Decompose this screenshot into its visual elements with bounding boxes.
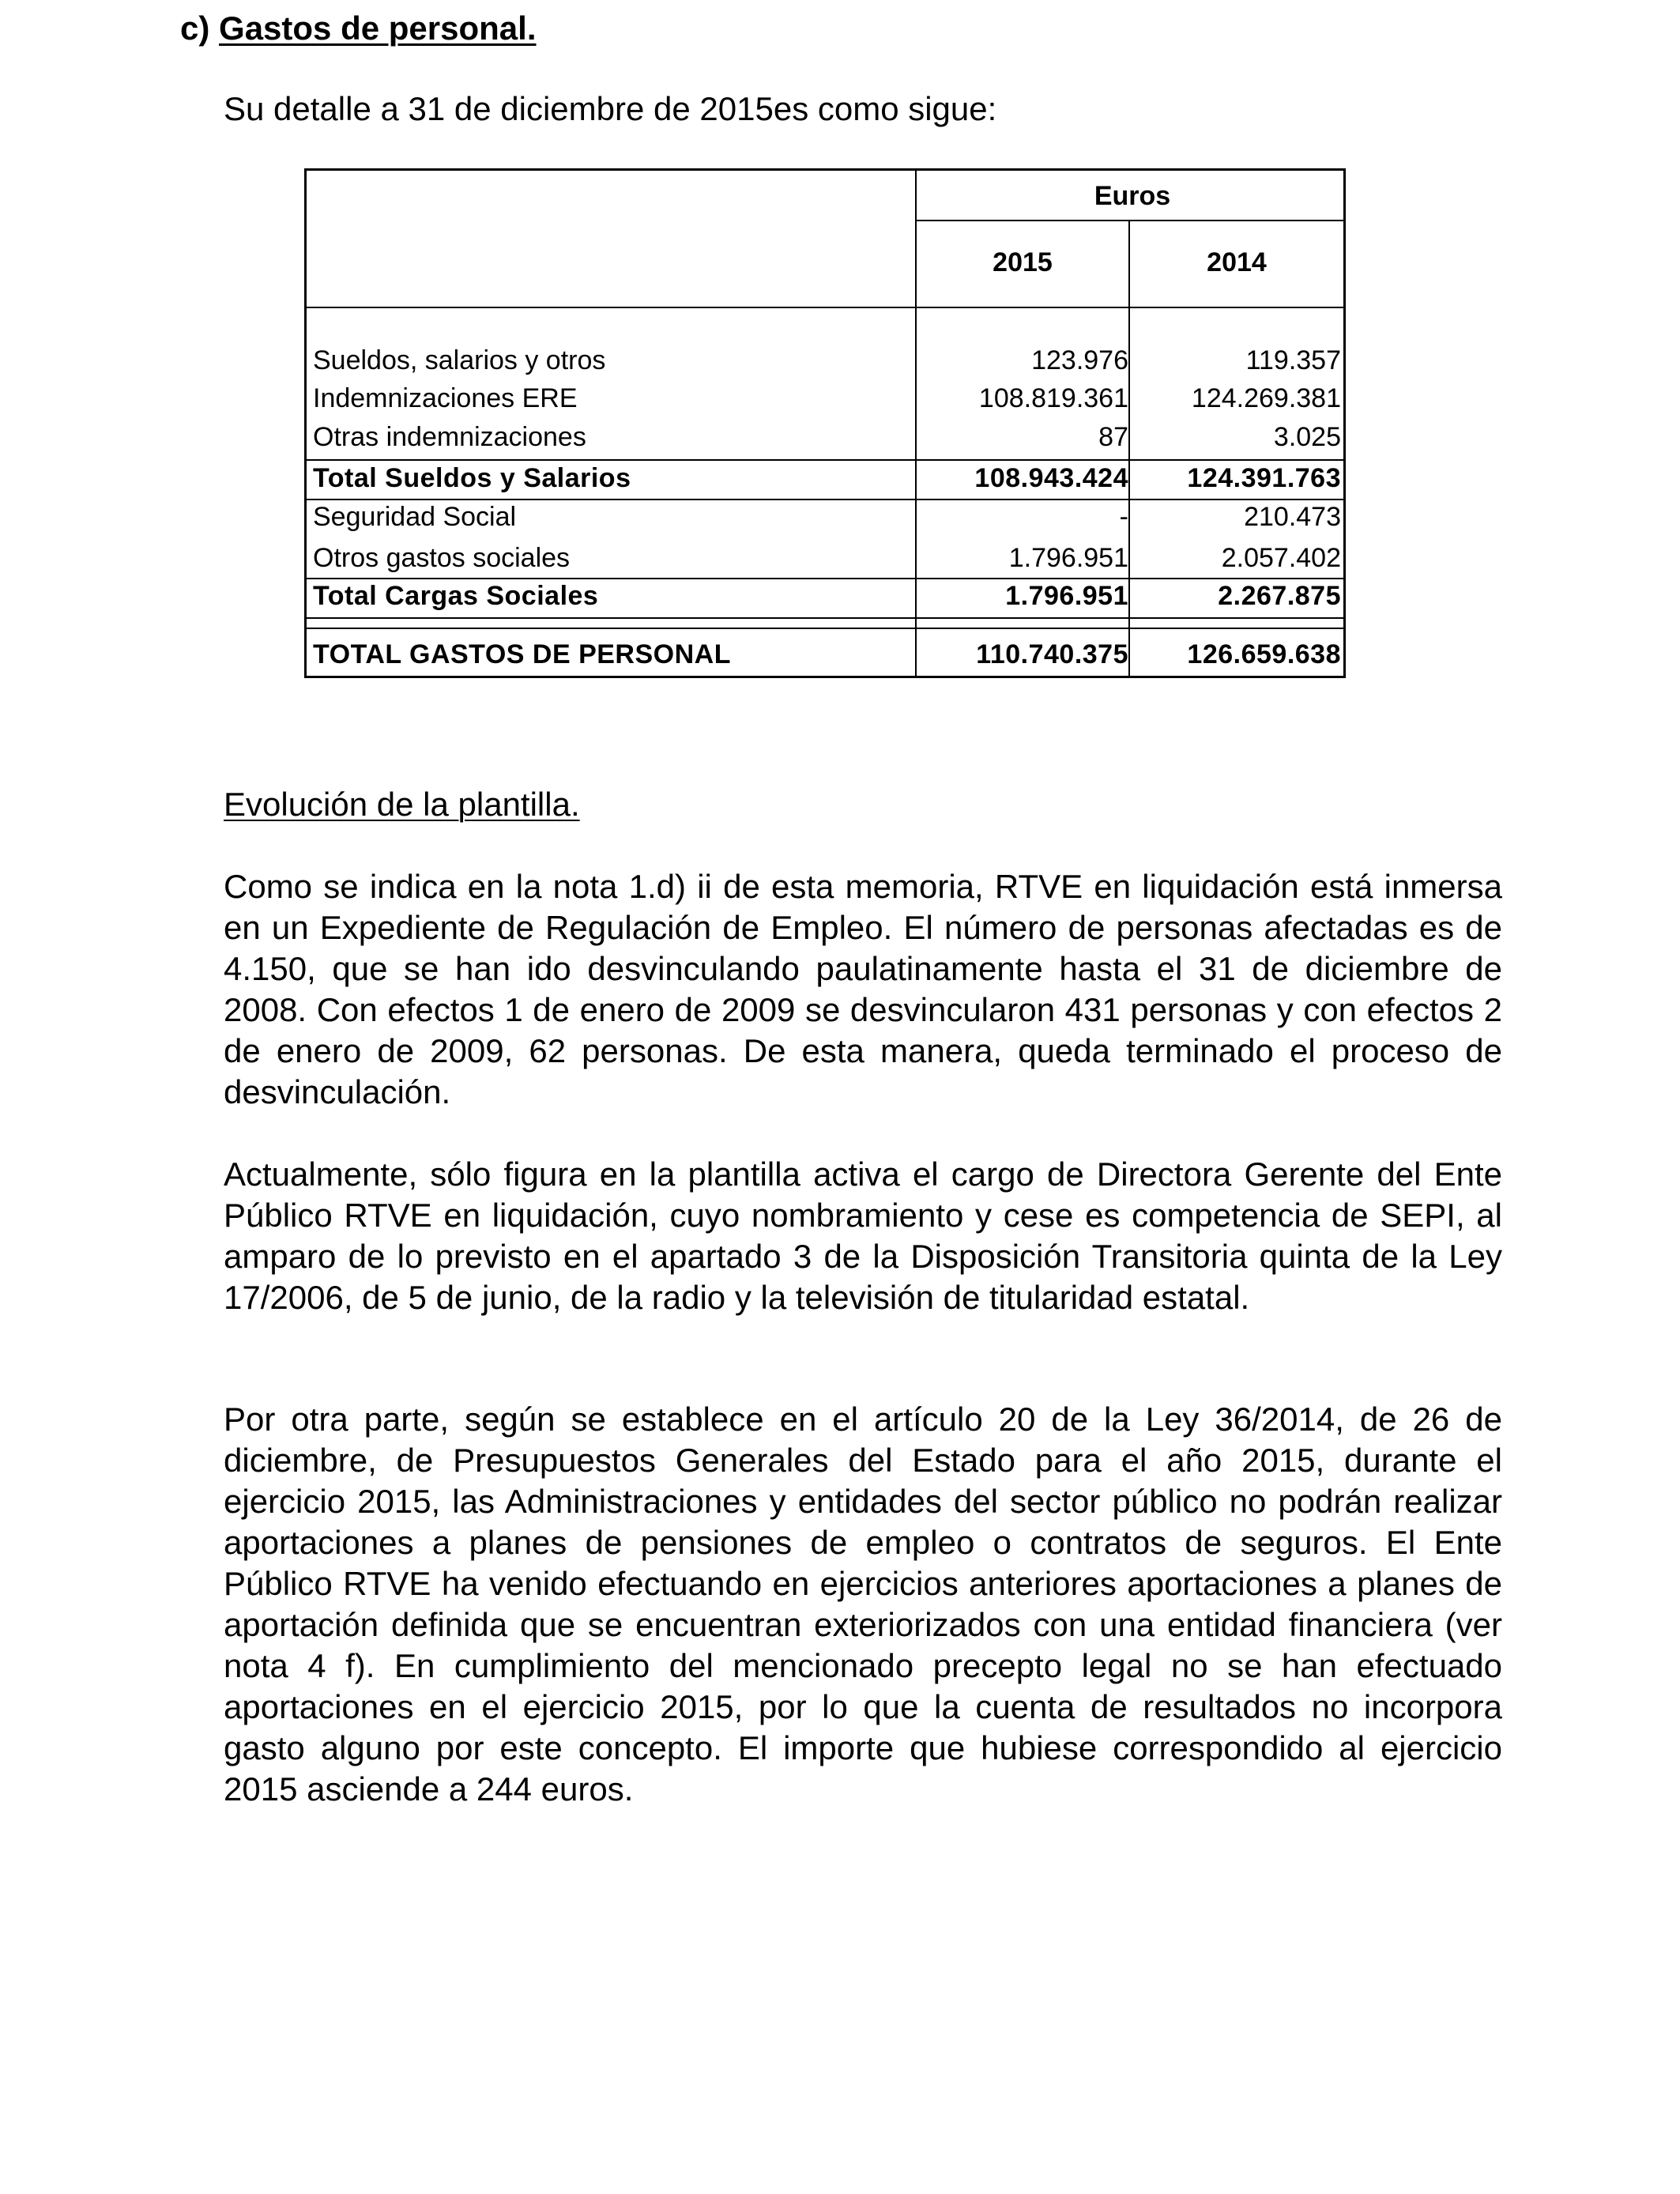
section-heading: [180, 8, 537, 49]
currency-header: Euros: [1094, 181, 1171, 211]
section-prefix: c): [180, 9, 210, 47]
row-label: Indemnizaciones ERE: [313, 383, 578, 413]
grand-total-2014: 126.659.638: [1187, 639, 1341, 669]
grand-total-label: TOTAL GASTOS DE PERSONAL: [313, 639, 731, 669]
row-label: Seguridad Social: [313, 502, 517, 532]
total-value-2014: 124.391.763: [1187, 463, 1341, 493]
row-label: Otras indemnizaciones: [313, 422, 586, 452]
row-label: Otros gastos sociales: [313, 543, 571, 573]
total-row-label: Total Sueldos y Salarios: [313, 463, 631, 493]
row-rule: [307, 628, 1343, 629]
header-divider: [915, 220, 1343, 221]
row-rule: [307, 578, 1343, 579]
paragraph-active-staff: Actualmente, sólo figura en la plantilla activa el cargo de Directora Gerente del Ente Público RTVE en liquidación, cuyo nombramiento y cese es competencia de SEPI, al amparo de lo previsto en el apartado 3 de la Disposición Transitoria quinta de la Ley 17/2006, de 5 de junio, de la radio y la televisión de titularidad estatal.: [224, 1155, 1502, 1316]
personnel-expenses-table: [304, 168, 1346, 678]
row-value-2014: 124.269.381: [1191, 383, 1341, 413]
row-value-2015: 87: [1098, 422, 1128, 452]
row-rule: [307, 617, 1343, 619]
row-value-2015: -: [1119, 502, 1128, 532]
row-value-2014: 2.057.402: [1221, 543, 1341, 573]
row-label: Sueldos, salarios y otros: [313, 345, 606, 375]
grand-total-2015: 110.740.375: [976, 639, 1128, 669]
row-rule: [307, 459, 1343, 461]
paragraph-pension-contributions: Por otra parte, según se establece en el artículo 20 de la Ley 36/2014, de 26 de diciembre, de Presupuestos Generales del Estado para el año 2015, durante el ejercicio 2015, las Administraciones y entidades del sector público no podrán realizar aportaciones a planes de pensiones de empleo o contratos de seguros. El Ente Público RTVE ha venido efectuando en ejercicios anteriores aportaciones a planes de aportación definida que se encuentran exteriorizados con una entidad financiera (ver nota 4 f). En cumplimiento del mencionado precepto legal no se han efectuado aportaciones en el ejercicio 2015, por lo que la cuenta de resultados no incorpora gasto alguno por este concepto. El importe que hubiese correspondido al ejercicio 2015 asciende a 244 euros.: [224, 1400, 1502, 1808]
paragraph-workforce-ere: Como se indica en la nota 1.d) ii de esta memoria, RTVE en liquidación está inmersa en un Expediente de Regulación de Empleo. El número de personas afectadas es de 4.150, que se han ido desvinculando paulatinamente hasta el 31 de diciembre de 2008. Con efectos 1 de enero de 2009 se desvincularon 431 personas y con efectos 2 de enero de 2009, 62 personas. De esta manera, queda terminado el proceso de desvinculación.: [224, 868, 1502, 1110]
total-value-2014: 2.267.875: [1218, 581, 1341, 611]
workforce-subheading: Evolución de la plantilla.: [224, 786, 580, 823]
row-value-2015: 1.796.951: [1008, 543, 1128, 573]
year-header-2014: 2014: [1207, 247, 1267, 277]
total-value-2015: 1.796.951: [1005, 581, 1128, 611]
column-divider: [1128, 220, 1130, 676]
row-value-2015: 108.819.361: [978, 383, 1128, 413]
row-value-2014: 119.357: [1245, 345, 1341, 375]
header-bottom-rule: [307, 307, 1343, 308]
total-row-label: Total Cargas Sociales: [313, 581, 599, 611]
total-value-2015: 108.943.424: [974, 463, 1128, 493]
row-value-2014: 210.473: [1244, 502, 1341, 532]
row-rule: [307, 499, 1343, 500]
year-header-2015: 2015: [993, 247, 1053, 277]
section-title: Gastos de personal.: [219, 9, 537, 47]
row-value-2015: 123.976: [1031, 345, 1128, 375]
row-value-2014: 3.025: [1273, 422, 1341, 452]
intro-text: Su detalle a 31 de diciembre de 2015es como sigue:: [224, 90, 997, 127]
